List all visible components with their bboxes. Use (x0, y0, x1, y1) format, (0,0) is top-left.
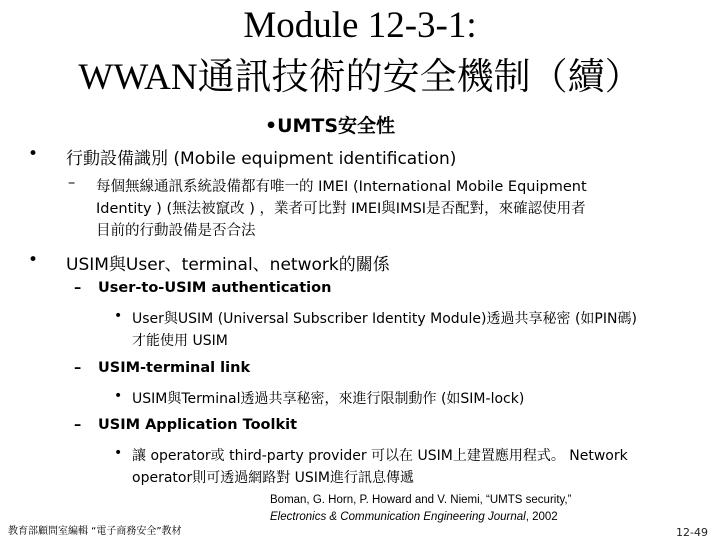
subheading: •UMTS安全性 (264, 115, 396, 137)
page-number: 12-49 (676, 526, 708, 539)
slide-title-line2: WWAN通訊技術的安全機制（續） (78, 57, 642, 98)
slide-title-line1: Module 12-3-1: (243, 5, 477, 46)
section1-sub-line1: 每個無線通訊系統設備都有唯一的 IMEI (International Mobile Equipment (96, 179, 587, 195)
item2-detail-bullet: • (114, 388, 123, 404)
item3-dash: – (74, 417, 82, 433)
item1-label: User-to-USIM authentication (98, 280, 332, 296)
footer-credit: 教育部顧問室編輯 “電子商務安全”教材 (8, 526, 182, 537)
section1-heading: 行動設備識別 (Mobile equipment identification) (66, 149, 457, 169)
item1-detail-line2: 才能使用 USIM (132, 333, 228, 349)
item1-detail-line1: User與USIM (Universal Subscriber Identity Module)透過共享秘密 (如PIN碼) (132, 311, 637, 327)
item2-dash: – (74, 360, 82, 376)
reference-line2 (270, 511, 558, 523)
section1-sub-line2: Identity ) (無法被竄改 ) ，業者可比對 IMEI與IMSI是否配對，來確認使用者 (96, 201, 586, 217)
section2-bullet: • (28, 250, 39, 270)
item2-detail-line1: USIM與Terminal透過共享秘密，來進行限制動作 (如SIM-lock) (132, 391, 525, 407)
reference-line1: Boman, G. Horn, P. Howard and V. Niemi, “UMTS security,” (270, 494, 572, 506)
item3-detail-bullet: • (114, 445, 123, 461)
reference-year: , 2002 (525, 511, 558, 523)
section1-sub-line3: 目前的行動設備是否合法 (96, 223, 256, 239)
item3-detail-line2: operator則可透過網路對 USIM進行訊息傳遞 (132, 470, 415, 486)
item1-detail-bullet: • (114, 308, 123, 324)
reference-journal: Electronics & Communication Engineering Journal (270, 511, 526, 523)
item2-label: USIM-terminal link (98, 360, 251, 376)
item3-detail-line1: 讓 operator或 third-party provider 可以在 USIM上建置應用程式。 Network (132, 448, 628, 464)
section1-sub-dash: – (68, 175, 76, 191)
item1-dash: – (74, 280, 82, 296)
section2-heading: USIM與User、terminal、network的關係 (66, 255, 390, 275)
section1-bullet: • (28, 144, 39, 164)
item3-label: USIM Application Toolkit (98, 417, 298, 433)
